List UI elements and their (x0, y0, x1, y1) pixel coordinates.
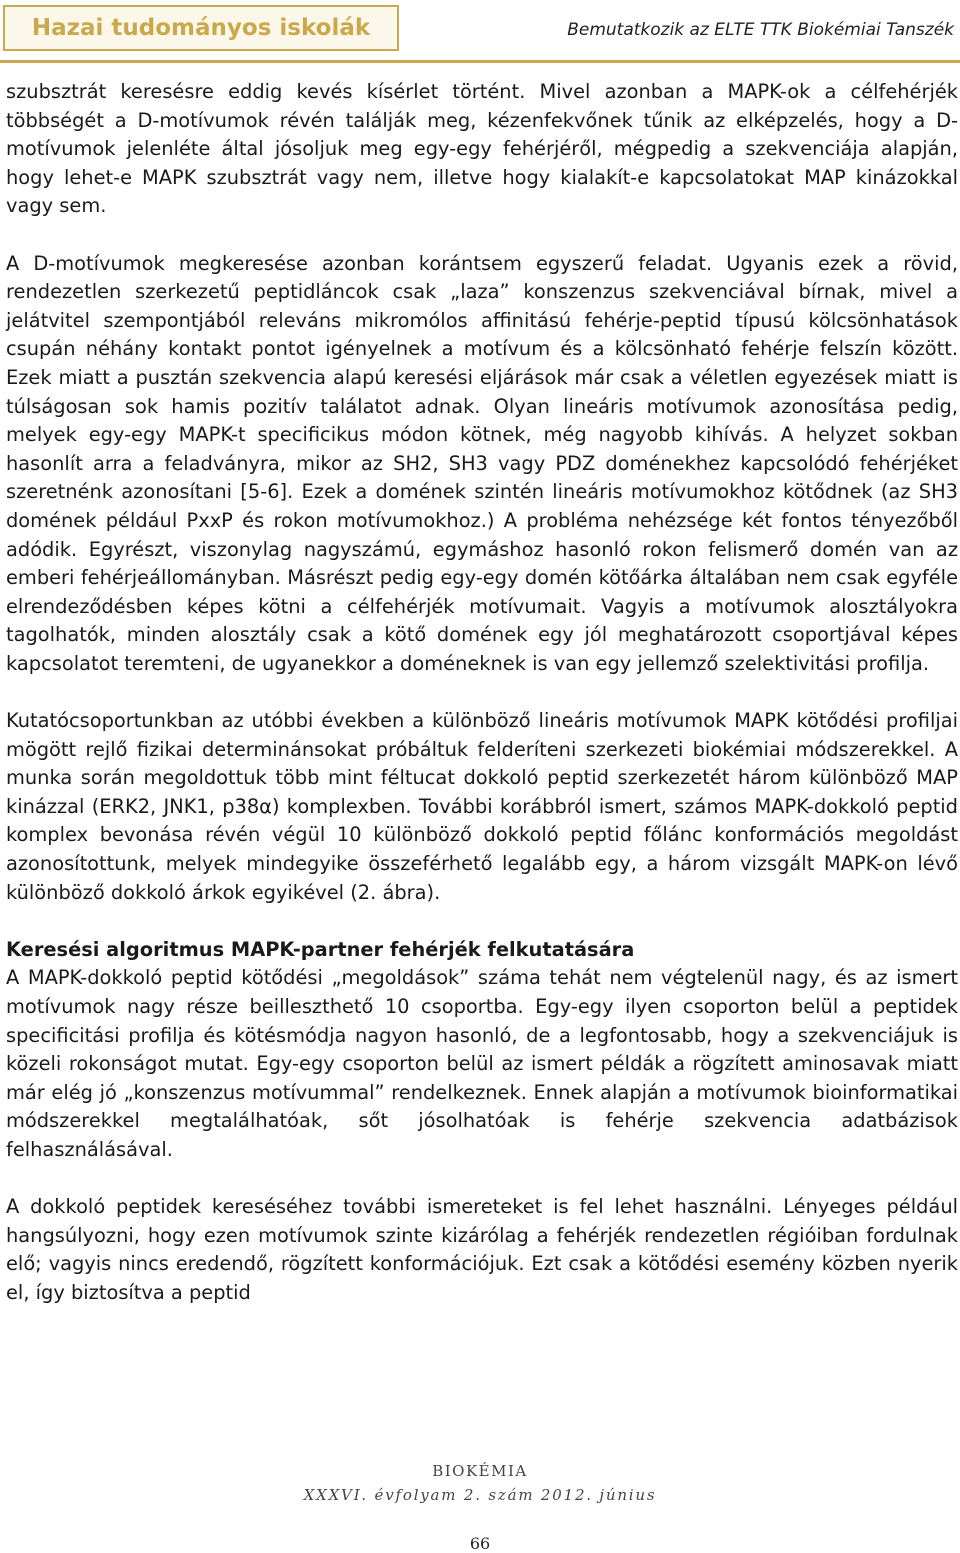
article-body (6, 78, 958, 1308)
header-subtitle: Bemutatkozik az ELTE TTK Biokémiai Tanszék (567, 20, 954, 40)
section-title: Hazai tudományos iskolák (31, 15, 371, 41)
journal-issue: XXXVI. évfolyam 2. szám 2012. június (303, 1486, 657, 1504)
paragraph-3: Kutatócsoportunkban az utóbbi években a különböző lineáris motívumok MAPK kötődési profiljai mögött rejlő fizikai determinánsokat próbáltuk felderíteni szerkezeti biokémiai módszerekkel. A munka során megoldottuk több mint féltucat dokkoló peptid szerkezetét három különböző MAP kinázzal (ERK2, JNK1, p38α) komplexben. További korábbról ismert, számos MAPK-dokkoló peptid komplex bevonása révén végül 10 különböző dokkoló peptid főlánc konformációs megoldást azonosítottunk, melyek mindegyike összeférhető legalább egy, a három vizsgált MAPK-on lévő különböző dokkoló árkok egyikével (2. ábra). (6, 709, 958, 904)
section-heading: Keresési algoritmus MAPK-partner fehérjék felkutatására (6, 937, 635, 961)
paragraph-1: szubsztrát keresésre eddig kevés kísérlet történt. Mivel azonban a MAPK-ok a célfehérjék többségét a D-motívumok révén találják meg, kézenfekvőnek tűnik az elképzelés, hogy a D-motívumok jelenléte által jósoljuk meg egy-egy fehérjéről, mégpedig a szekvenciája alapján, hogy lehet-e MAPK szubsztrát vagy nem, illetve hogy kialakít-e kapcsolatokat MAP kinázokkal vagy sem. (6, 80, 958, 218)
journal-name: BIOKÉMIA (432, 1462, 528, 1480)
header-title-box (3, 5, 399, 51)
paragraph-5: A dokkoló peptidek kereséséhez további ismereteket is fel lehet használni. Lényeges például hangsúlyozni, hogy ezen motívumok szinte kizárólag a fehérjék rendezetlen régióiban fordulnak elő; vagyis nincs eredendő, rögzített konformációjuk. Ezt csak a kötődési esemény közben nyerik el, így biztosítva a peptid (6, 1195, 958, 1304)
page-number: 66 (469, 1534, 491, 1553)
paragraph-4: A MAPK-dokkoló peptid kötődési „megoldások” száma tehát nem végtelenül nagy, és az ismert motívumok nagy része beilleszthető 10 csoportba. Egy-egy ilyen csoporton belül a peptidek specificitási profilja és kötésmódja nagyon hasonló, de a legfontosabb, hogy a szekvenciájuk is közeli rokonságot mutat. Egy-egy csoporton belül az ismert példák a rögzített aminosavak miatt már elég jó „konszenzus motívummal” rendelkeznek. Ennek alapján a motívumok bioinformatikai módszerekkel megtalálhatóak, sőt jósolhatóak is fehérje szekvencia adatbázisok felhasználásával. (6, 966, 958, 1161)
paragraph-2: A D-motívumok megkeresése azonban korántsem egyszerű feladat. Ugyanis ezek a rövid, rendezetlen szerkezetű peptidláncok csak „laza” konszenzus szekvenciával bírnak, mivel a jelátvitel szempontjából releváns mikromólos affinitású fehérje-peptid típusú kölcsönhatások csupán néhány kontakt pontot igényelnek a motívum és a kölcsönható fehérje felszín között. Ezek miatt a pusztán szekvencia alapú keresési eljárások már csak a véletlen egyezések miatt is túlságosan sok hamis pozitív találatot adnak. Olyan lineáris motívumok azonosítása pedig, melyek egy-egy MAPK-t specificikus módon kötnek, még nagyobb kihívás. A helyzet sokban hasonlít arra a feladványra, mikor az SH2, SH3 vagy PDZ doménekhez kapcsolódó fehérjéket szeretnénk azonosítani [5-6]. Ezek a domének szintén lineáris motívumokhoz kötődnek (az SH3 domének például PxxP és rokon motívumokhoz.) A probléma nehézsége két fontos tényezőből adódik. Egyrészt, viszonylag nagyszámú, egymáshoz hasonló rokon felismerő domén van az emberi fehérjeállományban. Másrészt pedig egy-egy domén kötőárka általában nem csak egyféle elrendeződésben képes kötni a célfehérjék motívumait. Vagyis a motívumok alosztályokra tagolhatók, minden alosztály csak a kötő domének egy jól meghatározott csoportjával képes kapcsolatot teremteni, de ugyanekkor a doméneknek is van egy jellemző szelektivitási profilja. (6, 251, 958, 675)
header-divider (0, 60, 960, 63)
